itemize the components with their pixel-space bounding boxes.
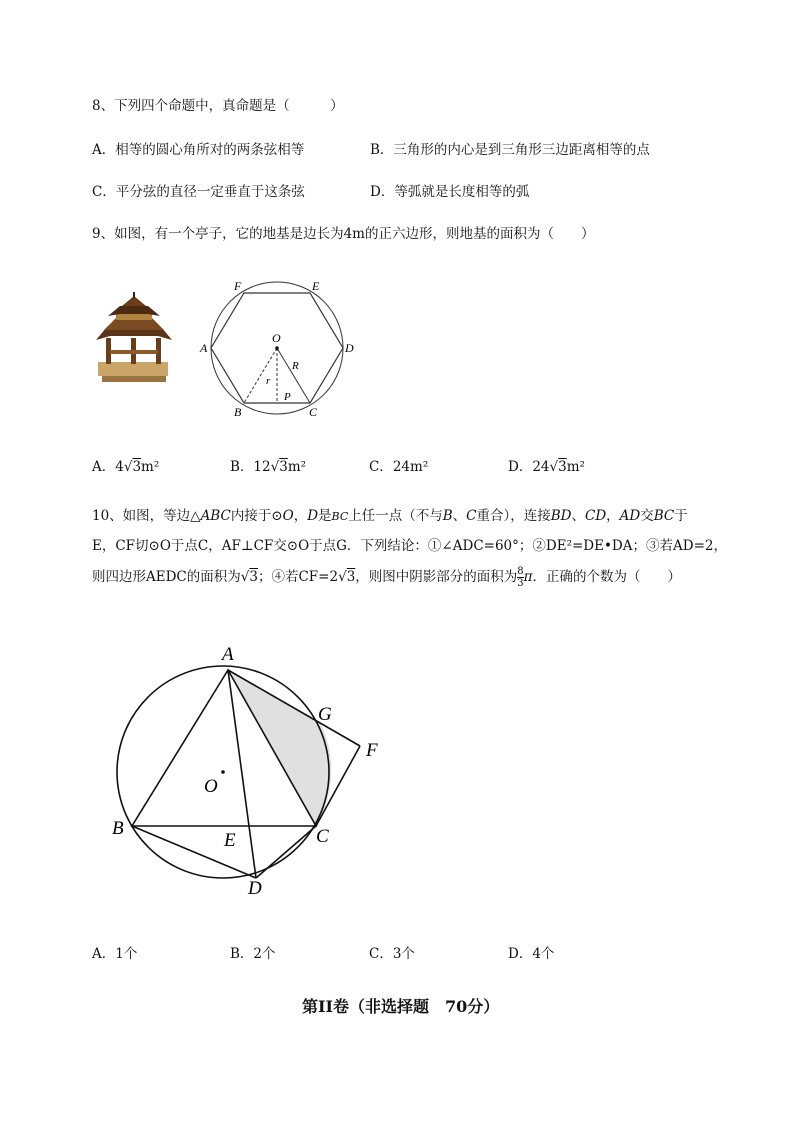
q10-option-d: D．4个 [508, 946, 555, 962]
q9-option-d: D．24√3m² [508, 459, 585, 475]
q9-option-a: A．4√3m² [92, 459, 160, 475]
shaded-region [228, 670, 331, 826]
label-C: C [316, 826, 329, 847]
pavilion-image [96, 292, 172, 384]
q10-option-a: A．1个 [92, 946, 138, 962]
q8-stem: 8、下列四个命题中，真命题是（ ） [92, 98, 344, 114]
label-B: B [234, 405, 242, 419]
q8-option-c: C．平分弦的直径一定垂直于这条弦 [92, 184, 305, 200]
label-O: O [204, 776, 218, 797]
q10-option-b: B．2个 [230, 946, 276, 962]
arc-bc: BC [331, 510, 349, 523]
label-P: P [284, 391, 291, 403]
label-r: r [266, 375, 271, 387]
label-O: O [272, 331, 281, 345]
circle-triangle-figure [104, 636, 404, 900]
label-B: B [112, 818, 124, 839]
q8-option-d: D．等弧就是长度相等的弧 [370, 184, 530, 200]
label-D: D [345, 341, 354, 355]
label-G: G [318, 704, 332, 725]
label-E: E [224, 830, 236, 851]
q8-option-a: A．相等的圆心角所对的两条弦相等 [92, 142, 305, 158]
label-F: F [234, 279, 242, 293]
q10-line-2: E，CF切⊙O于点C，AF⊥CF交⊙O于点G．下列结论：①∠ADC=60°；②DE²=DE•DA；③若AD=2， [92, 538, 727, 554]
label-E: E [312, 279, 320, 293]
label-D: D [248, 878, 262, 899]
hexagon-figure [196, 272, 366, 422]
label-A: A [200, 341, 208, 355]
q8-option-b: B．三角形的内心是到三角形三边距离相等的点 [370, 142, 650, 158]
q9-option-b: B．12√3m² [230, 459, 307, 475]
q9-option-c: C．24m² [369, 459, 429, 475]
label-R: R [292, 360, 299, 372]
q10-line-3: 则四边形AEDC的面积为√3；④若CF=2√3，则图中阴影部分的面积为 $\frac{8}{3}$ π．正确的个数为（ ） [92, 566, 682, 589]
fraction-8-3: $\frac{8}{3}$ [517, 566, 524, 589]
section-title: 第II卷（非选择题 70分） [302, 997, 500, 1016]
label-A: A [222, 644, 234, 665]
label-C: C [309, 405, 318, 419]
q10-line-1: 10、如图，等边△ABC内接于⊙O，D是BC上任一点（不与B、C重合），连接BD、CD，AD交BC于 [92, 508, 688, 524]
label-F: F [366, 740, 378, 761]
q10-option-c: C．3个 [369, 946, 415, 962]
q9-stem: 9、如图，有一个亭子，它的地基是边长为4m的正六边形，则地基的面积为（ ） [92, 226, 595, 242]
